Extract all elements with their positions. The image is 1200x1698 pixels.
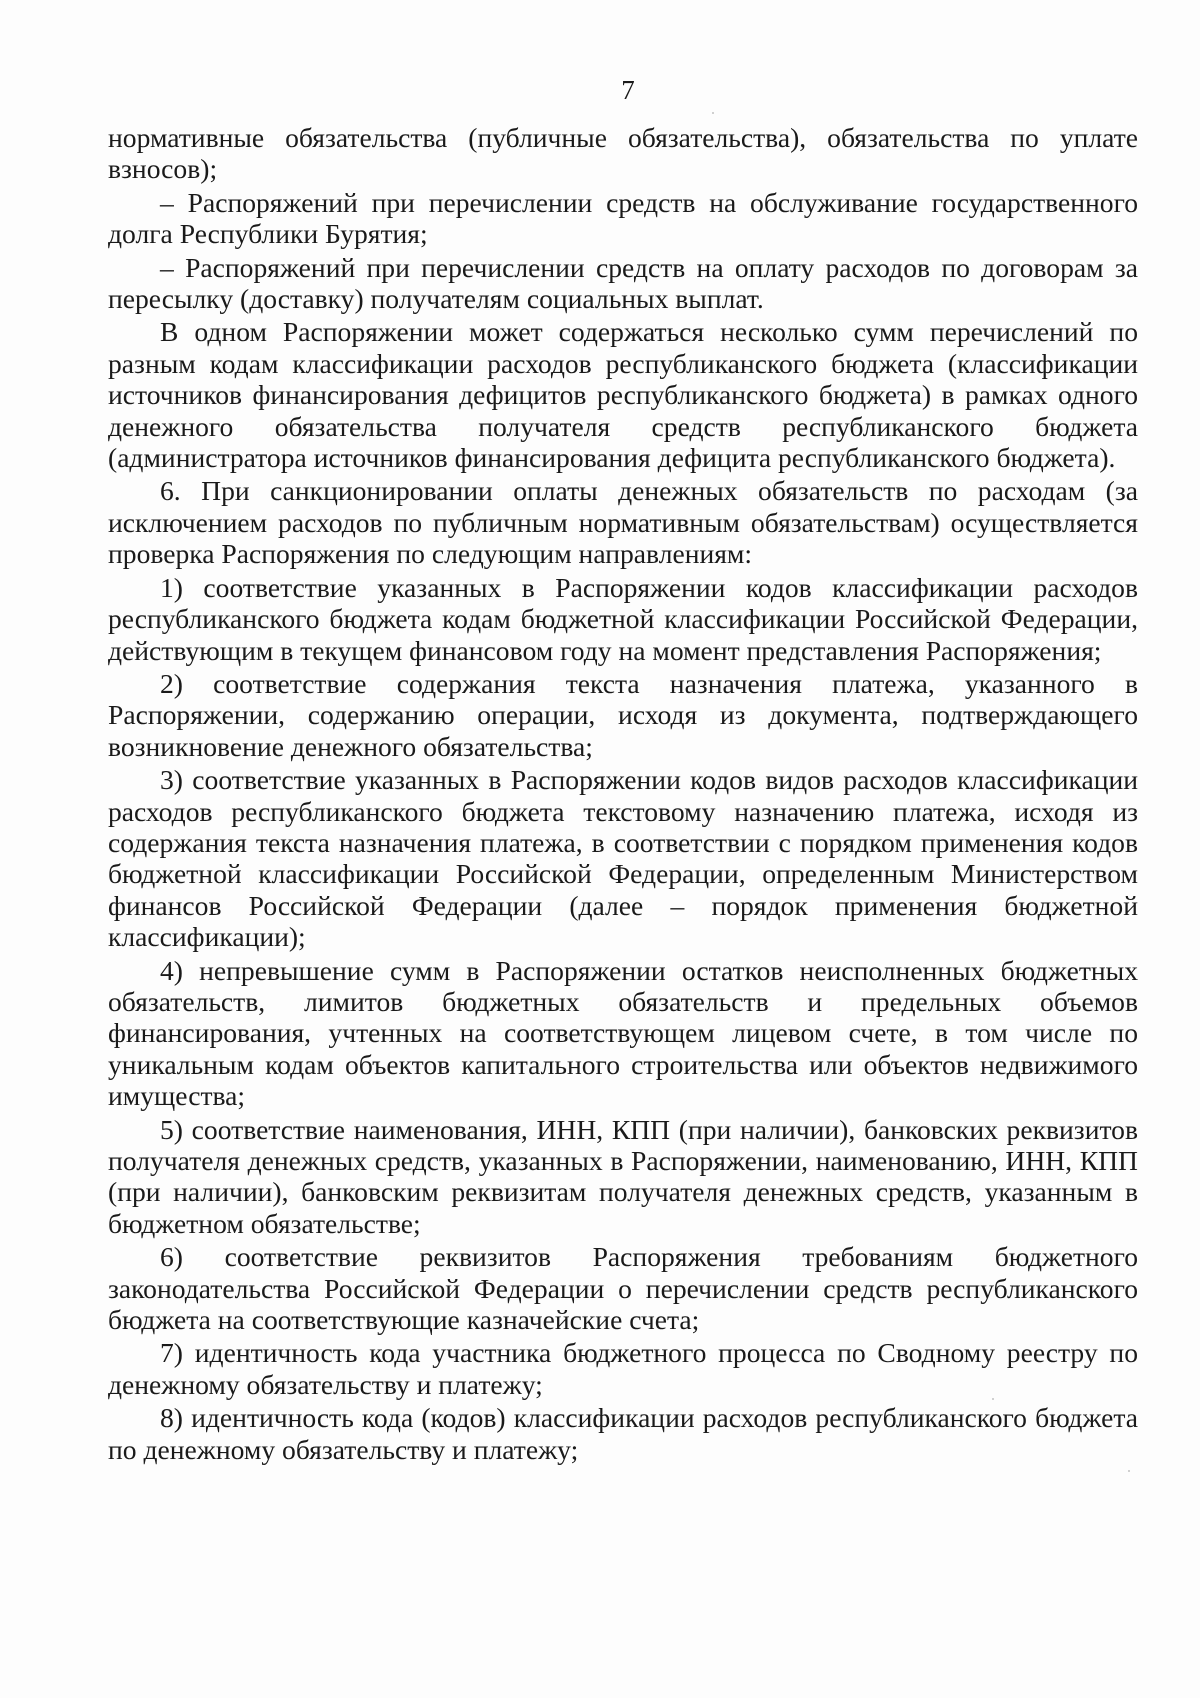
paragraph: 2) соответствие содержания текста назначения платежа, указанного в Распоряжении, содержанию операции, исходя из документа, подтверждающего возникновение денежного обязательства; <box>108 667 1138 762</box>
document-body <box>108 122 1138 1467</box>
page-number: 7 <box>621 75 635 105</box>
paragraph: 7) идентичность кода участника бюджетного процесса по Сводному реестру по денежному обязательству и платежу; <box>108 1337 1138 1400</box>
paragraph: 6) соответствие реквизитов Распоряжения требованиям бюджетного законодательства Российской Федерации о перечислении средств республиканского бюджета на соответствующие казначейские счета; <box>108 1241 1138 1336</box>
paragraph: – Распоряжений при перечислении средств на обслуживание государственного долга Республики Бурятия; <box>108 186 1138 250</box>
paragraph: 6. При санкционировании оплаты денежных обязательств по расходам (за исключением расходов по публичным нормативным обязательствам) осуществляется проверка Распоряжения по следующим направлениям: <box>108 475 1138 570</box>
scan-speck <box>1128 1470 1130 1472</box>
paragraph: В одном Распоряжении может содержаться несколько сумм перечислений по разным кодам классификации расходов республиканского бюджета (классификации источников финансирования дефицитов республиканского бюджета) в рамках одного денежного обязательства получателя средств республиканского бюджета (администратора источников финансирования дефицита республиканского бюджета). <box>108 316 1138 474</box>
scan-speck <box>712 112 714 114</box>
paragraph: 1) соответствие указанных в Распоряжении кодов классификации расходов республиканского бюджета кодам бюджетной классификации Российской Федерации, действующим в текущем финансовом году на момент представления Распоряжения; <box>108 571 1138 666</box>
paragraph: 8) идентичность кода (кодов) классификации расходов республиканского бюджета по денежному обязательству и платежу; <box>108 1402 1138 1465</box>
paragraph: – Распоряжений при перечислении средств на оплату расходов по договорам за пересылку (доставку) получателям социальных выплат. <box>108 251 1138 315</box>
paragraph: 3) соответствие указанных в Распоряжении кодов видов расходов классификации расходов республиканского бюджета текстовому назначению платежа, исходя из содержания текста назначения платежа, в соответствии с порядком применения кодов бюджетной классификации Российской Федерации, определенным Министерством финансов Российской Федерации (далее – порядок применения бюджетной классификации); <box>108 764 1138 953</box>
paragraph: нормативные обязательства (публичные обязательства), обязательства по уплате взносов); <box>108 122 1138 185</box>
paragraph: 5) соответствие наименования, ИНН, КПП (при наличии), банковских реквизитов получателя денежных средств, указанных в Распоряжении, наименованию, ИНН, КПП (при наличии), банковским реквизитам получателя денежных средств, указанным в бюджетном обязательстве; <box>108 1113 1138 1239</box>
scan-speck <box>992 1398 994 1400</box>
paragraph: 4) непревышение сумм в Распоряжении остатков неисполненных бюджетных обязательств, лимитов бюджетных обязательств и предельных объемов финансирования, учтенных на соответствующем лицевом счете, в том числе по уникальным кодам объектов капитального строительства или объектов недвижимого имущества; <box>108 954 1138 1112</box>
